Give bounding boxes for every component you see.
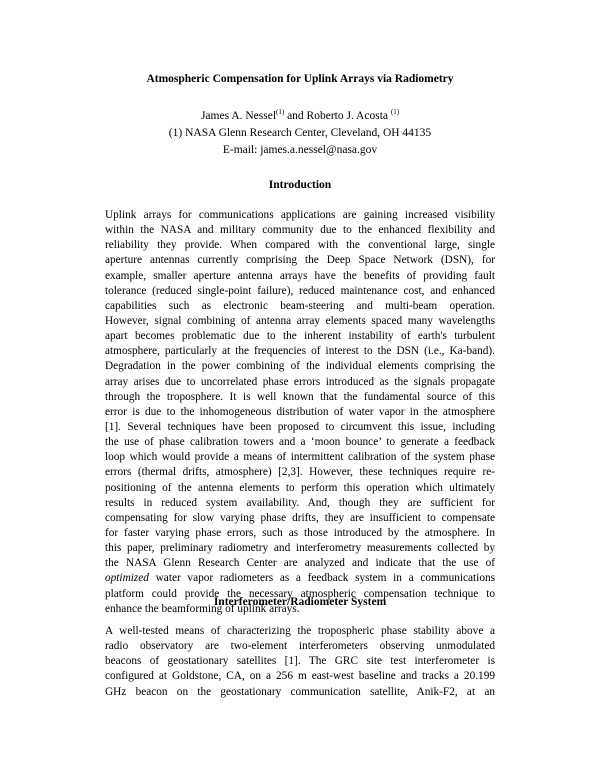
paragraph-line: tolerance (reduced single-point failure), reduced maintenance cost, and enhanced — [105, 284, 495, 297]
paragraph-line: [1]. Several techniques have been proposed to circumvent this issue, including — [105, 420, 495, 433]
paragraph-line: compensating for slow varying phase drifts, they are insufficient to compensate — [105, 511, 495, 524]
paragraph-line: platform could provide the necessary atmospheric compensation technique to — [105, 587, 495, 600]
paragraph-line — [105, 571, 495, 586]
paragraph-line: for faster varying phase errors, such as those introduced by the atmosphere. In — [105, 526, 495, 539]
paragraph-line: error is due to the inhomogeneous distribution of water vapor in the atmosphere — [105, 405, 495, 418]
paragraph-line: this paper, preliminary radiometry and interferometry measurements collected by — [105, 542, 495, 555]
paragraph-line: the NASA Glenn Research Center are analyzed and indicate that the use of — [105, 557, 495, 570]
introduction-paragraph — [105, 208, 495, 617]
italic-term: optimized — [105, 572, 149, 585]
author-line — [0, 108, 600, 125]
author-joiner: and Roberto J. Acosta — [284, 110, 391, 122]
paragraph-line: positioning of the antenna elements to perform this operation which ultimately — [105, 481, 495, 494]
paragraph-line: enhance the beamforming of uplink arrays. — [105, 602, 300, 615]
paragraph-line: Uplink arrays for communications applications are gaining increased visibility — [105, 209, 495, 221]
paragraph-line: capabilities such as electronic beam-steering and multi-beam operation. — [105, 299, 495, 312]
paragraph-line: configured at Goldstone, CA, on a 256 m east-west baseline and tracks a 20.199 — [105, 670, 495, 683]
paragraph-line: array arises due to uncorrelated phase errors introduced as the signals propagate — [105, 375, 495, 388]
interferometer-paragraph — [105, 624, 495, 700]
paper-title: Atmospheric Compensation for Uplink Arrays via Radiometry — [146, 73, 454, 85]
paragraph-line: results in reduced system availability. And, though they are sufficient for — [105, 496, 495, 509]
paragraph-line: through the troposphere. It is well known that the fundamental source of this — [105, 390, 495, 403]
paragraph-line: errors (thermal drifts, atmosphere) [2,3]. However, these techniques require re- — [105, 466, 495, 479]
paragraph-line: GHz beacon on the geostationary communication satellite, Anik-F2, at an — [105, 685, 495, 698]
paragraph-line-text: water vapor radiometers as a feedback system in a communications — [155, 572, 496, 585]
paragraph-line: aperture antennas currently comprising the Deep Space Network (DSN), for — [105, 254, 495, 267]
paragraph-line: example, smaller aperture antenna arrays have the benefits of providing fault — [105, 269, 495, 282]
section-heading-interferometer: Interferometer/Radiometer System — [213, 596, 387, 608]
paragraph-line: beacons of geostationary satellites [1]. The GRC site test interferometer is — [105, 655, 495, 668]
paragraph-line: loop which would provide a means of intermittent calibration of the system phase — [105, 451, 495, 464]
paragraph-line: within the NASA and military community due to the enhanced flexibility and — [105, 224, 495, 237]
section-heading-introduction: Introduction — [268, 179, 332, 191]
paragraph-line: atmosphere, particularly at the frequencies of interest to the DSN (i.e., Ka-band). — [105, 345, 495, 358]
email-address: E-mail: james.a.nessel@nasa.gov — [222, 144, 378, 156]
paragraph-line: Degradation in the power combining of the individual elements comprising the — [105, 360, 495, 373]
author-block — [0, 108, 600, 159]
paragraph-line: However, signal combining of antenna array elements spaced many wavelengths — [105, 314, 495, 327]
paragraph-line: radio observatory are two-element interferometers observing unmodulated — [105, 640, 495, 653]
paragraph-line: reliability they provide. When compared with the conventional large, single — [105, 239, 495, 252]
paragraph-line: A well-tested means of characterizing the tropospheric phase stability above a — [105, 625, 495, 637]
paragraph-line: apart becomes problematic due to the inherent instability of earth's turbulent — [105, 330, 495, 343]
author-affiliation-mark: (1) — [276, 108, 285, 116]
author-name: James A. Nessel — [200, 110, 277, 122]
paragraph-line: the use of phase calibration towers and a ‘moon bounce’ to generate a feedback — [105, 436, 495, 449]
author-affiliation-mark: (1) — [390, 108, 400, 116]
affiliation: (1) NASA Glenn Research Center, Cleveland, OH 44135 — [168, 127, 432, 139]
